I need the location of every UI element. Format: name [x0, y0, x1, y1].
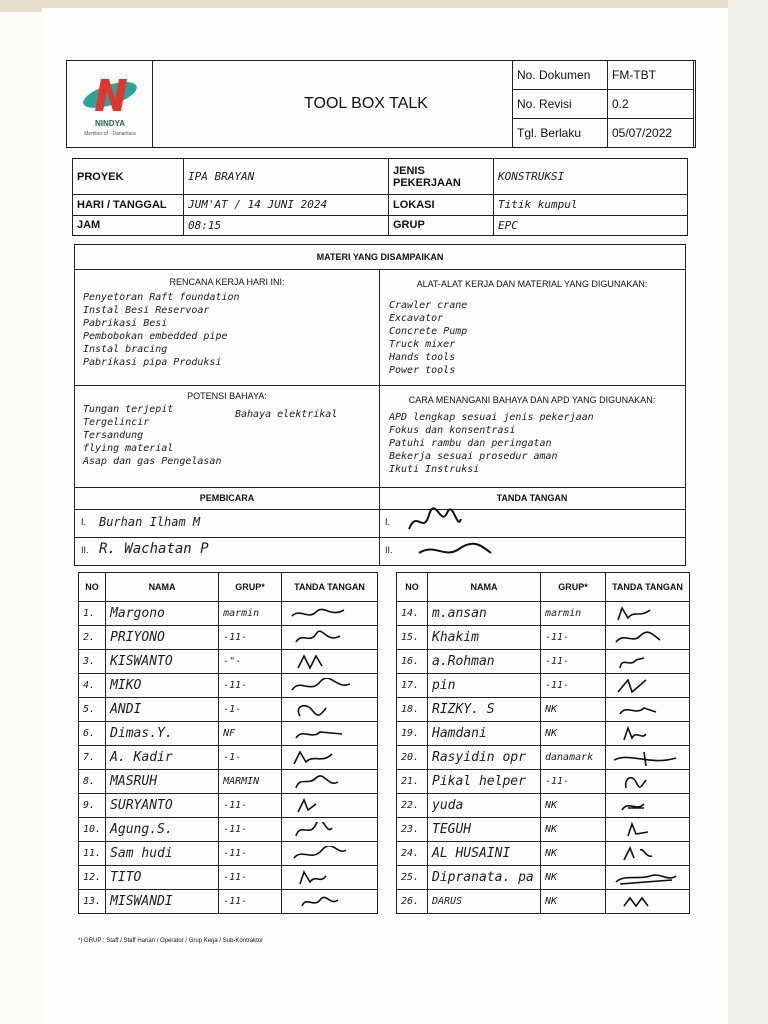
rencana-title: RENCANA KERJA HARI INI: — [169, 277, 285, 287]
row-number: 12. — [79, 866, 106, 890]
row-number: 13. — [79, 890, 106, 914]
row-number: 19. — [397, 722, 428, 746]
potensi-list — [83, 403, 221, 468]
doc-number-label: No. Dokumen — [513, 61, 608, 90]
list-item: Tungan terjepit — [83, 404, 174, 415]
row-number: 21. — [397, 770, 428, 794]
table-row — [79, 842, 378, 866]
col-nama: NAMA — [428, 573, 541, 602]
pembicara-name: R. Wachatan P — [99, 541, 209, 557]
table-row — [397, 842, 690, 866]
table-row — [397, 890, 690, 914]
table-row — [397, 602, 690, 626]
signature — [606, 674, 690, 698]
list-item: Excavator — [389, 313, 444, 324]
attendee-name: TEGUH — [428, 818, 541, 842]
signature — [282, 866, 378, 890]
attendee-name: SURYANTO — [106, 794, 219, 818]
attendee-name: Dipranata. pa — [428, 866, 541, 890]
row-number: 20. — [397, 746, 428, 770]
attendee-group: -11- — [541, 674, 606, 698]
table-row — [79, 674, 378, 698]
attendee-group: NF — [219, 722, 282, 746]
tanda-title: TANDA TANGAN — [496, 493, 568, 503]
cara-title: CARA MENANGANI BAHAYA DAN APD YANG DIGUNAKAN: — [408, 395, 656, 405]
hari-value: JUM'AT / 14 JUNI 2024 — [184, 195, 389, 215]
signature — [282, 650, 378, 674]
alat-title: ALAT-ALAT KERJA DAN MATERIAL YANG DIGUNAKAN: — [416, 279, 648, 289]
attendee-name: yuda — [428, 794, 541, 818]
list-item: Hands tools — [389, 352, 456, 363]
attendee-name: a.Rohman — [428, 650, 541, 674]
jam-label: JAM — [73, 215, 184, 235]
list-item: Pabrikasi Besi — [83, 318, 168, 329]
row-number: 7. — [79, 746, 106, 770]
logo-cell — [67, 61, 153, 147]
signature — [606, 650, 690, 674]
table-row — [79, 890, 378, 914]
attendee-group: NK — [541, 794, 606, 818]
attendee-group: -11- — [541, 770, 606, 794]
list-item: Patuhi rambu dan peringatan — [389, 438, 552, 449]
attendee-group: marmin — [541, 602, 606, 626]
lokasi-label: LOKASI — [389, 195, 494, 215]
attendee-group: -11- — [219, 890, 282, 914]
attendance-table-right — [396, 572, 690, 914]
divider-horizontal — [75, 385, 685, 386]
row-number: 1. — [79, 602, 106, 626]
row-number: 25. — [397, 866, 428, 890]
table-row — [397, 770, 690, 794]
attendee-group: NK — [541, 818, 606, 842]
attendee-group: -11- — [219, 842, 282, 866]
attendee-name: pin — [428, 674, 541, 698]
attendee-group: -"- — [219, 650, 282, 674]
col-nama: NAMA — [106, 573, 219, 602]
table-row — [79, 698, 378, 722]
attendee-group: NK — [541, 842, 606, 866]
list-item: Crawler crane — [389, 300, 468, 311]
list-item: Bekerja sesuai prosedur aman — [389, 451, 558, 462]
row-number: 24. — [397, 842, 428, 866]
attendee-name: DARUS — [428, 890, 541, 914]
list-item: Pembobokan embedded pipe — [83, 331, 228, 342]
table-row — [397, 794, 690, 818]
list-item: Tergelincir — [83, 417, 150, 428]
attendee-name: Sam hudi — [106, 842, 219, 866]
row-number: 6. — [79, 722, 106, 746]
attendee-group: -11- — [541, 626, 606, 650]
company-name: NINDYA — [95, 119, 125, 128]
effective-date: 05/07/2022 — [608, 119, 694, 148]
attendance-table-left — [78, 572, 378, 914]
attendee-group: -11- — [541, 650, 606, 674]
attendee-group: MARMIN — [219, 770, 282, 794]
potensi-right: Bahaya elektrikal — [235, 409, 338, 420]
list-item: Penyetoran Raft foundation — [83, 292, 240, 303]
row-number: 9. — [79, 794, 106, 818]
attendee-name: MIKO — [106, 674, 219, 698]
row-number: 2. — [79, 626, 106, 650]
table-row — [397, 674, 690, 698]
table-row — [79, 866, 378, 890]
list-item: Concrete Pump — [389, 326, 468, 337]
list-item: APD lengkap sesuai jenis pekerjaan — [389, 412, 594, 423]
signature — [606, 626, 690, 650]
row-number: 8. — [79, 770, 106, 794]
signature — [282, 794, 378, 818]
signature — [606, 890, 690, 914]
attendee-name: Margono — [106, 602, 219, 626]
row-number: 23. — [397, 818, 428, 842]
row-number: 17. — [397, 674, 428, 698]
col-tanda: TANDA TANGAN — [282, 573, 378, 602]
signature — [282, 722, 378, 746]
row-number: 16. — [397, 650, 428, 674]
table-row — [79, 602, 378, 626]
company-tagline: Member of · Danantara — [84, 131, 136, 137]
table-row — [79, 770, 378, 794]
col-grup: GRUP* — [219, 573, 282, 602]
materi-title: MATERI YANG DISAMPAIKAN — [75, 245, 685, 270]
signature — [606, 770, 690, 794]
table-row — [79, 626, 378, 650]
list-item: Asap dan gas Pengelasan — [83, 456, 222, 467]
rencana-list — [83, 291, 240, 369]
signature — [606, 866, 690, 890]
col-no: NO — [79, 573, 106, 602]
divider-horizontal — [75, 537, 685, 538]
list-item: Ikuti Instruksi — [389, 464, 480, 475]
list-item: Pabrikasi pipa Produksi — [83, 357, 222, 368]
signature — [282, 602, 378, 626]
attendee-group: -11- — [219, 794, 282, 818]
cara-list — [389, 411, 594, 476]
attendee-group: NK — [541, 866, 606, 890]
attendee-name: TITO — [106, 866, 219, 890]
list-item: Tersandung — [83, 430, 144, 441]
grup-value: EPC — [494, 215, 688, 235]
row-number: 22. — [397, 794, 428, 818]
table-row — [397, 650, 690, 674]
speaker-signature — [405, 507, 465, 535]
table-row — [397, 818, 690, 842]
signature — [282, 770, 378, 794]
attendee-name: Dimas.Y. — [106, 722, 219, 746]
proyek-value: IPA BRAYAN — [184, 159, 389, 195]
attendee-name: A. Kadir — [106, 746, 219, 770]
attendee-group: NK — [541, 698, 606, 722]
effective-label: Tgl. Berlaku — [513, 119, 608, 148]
list-item: Instal bracing — [83, 344, 168, 355]
revision-label: No. Revisi — [513, 90, 608, 119]
divider-horizontal — [75, 509, 685, 510]
table-row — [79, 650, 378, 674]
attendee-group: -11- — [219, 626, 282, 650]
attendee-group: -11- — [219, 674, 282, 698]
pembicara-name: Burhan Ilham M — [99, 515, 201, 529]
pembicara-roman: I. — [81, 517, 87, 527]
footnote: *) GRUP : Staff / Staff Harian / Operator / Grup Kerja / Sub-Kontraktor — [78, 938, 264, 944]
signature — [282, 626, 378, 650]
list-item: Truck mixer — [389, 339, 456, 350]
attendee-group: danamark — [541, 746, 606, 770]
proyek-label: PROYEK — [73, 159, 184, 195]
attendee-group: -11- — [219, 866, 282, 890]
col-grup: GRUP* — [541, 573, 606, 602]
table-row — [397, 746, 690, 770]
background-edge — [728, 0, 768, 1024]
row-number: 26. — [397, 890, 428, 914]
list-item: Instal Besi Reservoar — [83, 305, 210, 316]
attendee-group: NK — [541, 890, 606, 914]
row-number: 18. — [397, 698, 428, 722]
project-info-table — [72, 158, 688, 236]
attendee-name: Khakim — [428, 626, 541, 650]
table-row — [397, 722, 690, 746]
signature — [282, 818, 378, 842]
row-number: 5. — [79, 698, 106, 722]
attendee-name: Agung.S. — [106, 818, 219, 842]
page-title: TOOL BOX TALK — [304, 95, 428, 112]
signature — [282, 698, 378, 722]
signature — [282, 890, 378, 914]
attendee-name: Rasyidin opr — [428, 746, 541, 770]
signature — [606, 842, 690, 866]
lokasi-value: Titik kumpul — [494, 195, 688, 215]
attendee-name: RIZKY. S — [428, 698, 541, 722]
attendee-name: KISWANTO — [106, 650, 219, 674]
pembicara-roman: II. — [81, 545, 89, 555]
doc-info-table — [512, 60, 694, 148]
attendee-name: Hamdani — [428, 722, 541, 746]
table-row — [397, 698, 690, 722]
col-no: NO — [397, 573, 428, 602]
row-number: 15. — [397, 626, 428, 650]
grup-label: GRUP — [389, 215, 494, 235]
alat-list — [389, 299, 467, 377]
table-row — [79, 722, 378, 746]
table-row — [397, 866, 690, 890]
list-item: Power tools — [389, 365, 456, 376]
attendee-group: marmin — [219, 602, 282, 626]
row-number: 11. — [79, 842, 106, 866]
signature — [282, 842, 378, 866]
hari-label: HARI / TANGGAL — [73, 195, 184, 215]
signature — [606, 698, 690, 722]
row-number: 3. — [79, 650, 106, 674]
pembicara-title: PEMBICARA — [199, 493, 255, 503]
revision: 0.2 — [608, 90, 694, 119]
attendee-name: m.ansan — [428, 602, 541, 626]
attendee-name: Pikal helper — [428, 770, 541, 794]
row-number: 10. — [79, 818, 106, 842]
jenis-label: JENIS PEKERJAAN — [389, 159, 494, 195]
signature — [282, 674, 378, 698]
col-tanda: TANDA TANGAN — [606, 573, 690, 602]
attendee-group: -1- — [219, 698, 282, 722]
signature — [606, 722, 690, 746]
signature — [606, 746, 690, 770]
signature — [606, 818, 690, 842]
attendee-group: -1- — [219, 746, 282, 770]
signature — [282, 746, 378, 770]
divider-vertical — [379, 269, 380, 565]
potensi-title: POTENSI BAHAYA: — [187, 391, 267, 401]
nindya-logo — [75, 67, 145, 125]
table-row — [79, 794, 378, 818]
list-item: Fokus dan konsentrasi — [389, 425, 516, 436]
list-item: flying material — [83, 443, 174, 454]
speaker-signature — [415, 539, 495, 561]
attendee-name: AL HUSAINI — [428, 842, 541, 866]
row-number: 14. — [397, 602, 428, 626]
table-row — [79, 746, 378, 770]
materi-box — [74, 244, 686, 566]
table-row — [79, 818, 378, 842]
signature — [606, 794, 690, 818]
attendee-name: PRIYONO — [106, 626, 219, 650]
row-number: 4. — [79, 674, 106, 698]
signature — [606, 602, 690, 626]
tanda-roman: II. — [385, 545, 393, 555]
table-row — [397, 626, 690, 650]
jam-value: 08:15 — [184, 215, 389, 235]
doc-number: FM-TBT — [608, 61, 694, 90]
attendee-name: ANDI — [106, 698, 219, 722]
attendee-name: MASRUH — [106, 770, 219, 794]
jenis-value: KONSTRUKSI — [494, 159, 688, 195]
attendee-name: MISWANDI — [106, 890, 219, 914]
attendee-group: NK — [541, 722, 606, 746]
tanda-roman: I. — [385, 517, 391, 527]
attendee-group: -11- — [219, 818, 282, 842]
